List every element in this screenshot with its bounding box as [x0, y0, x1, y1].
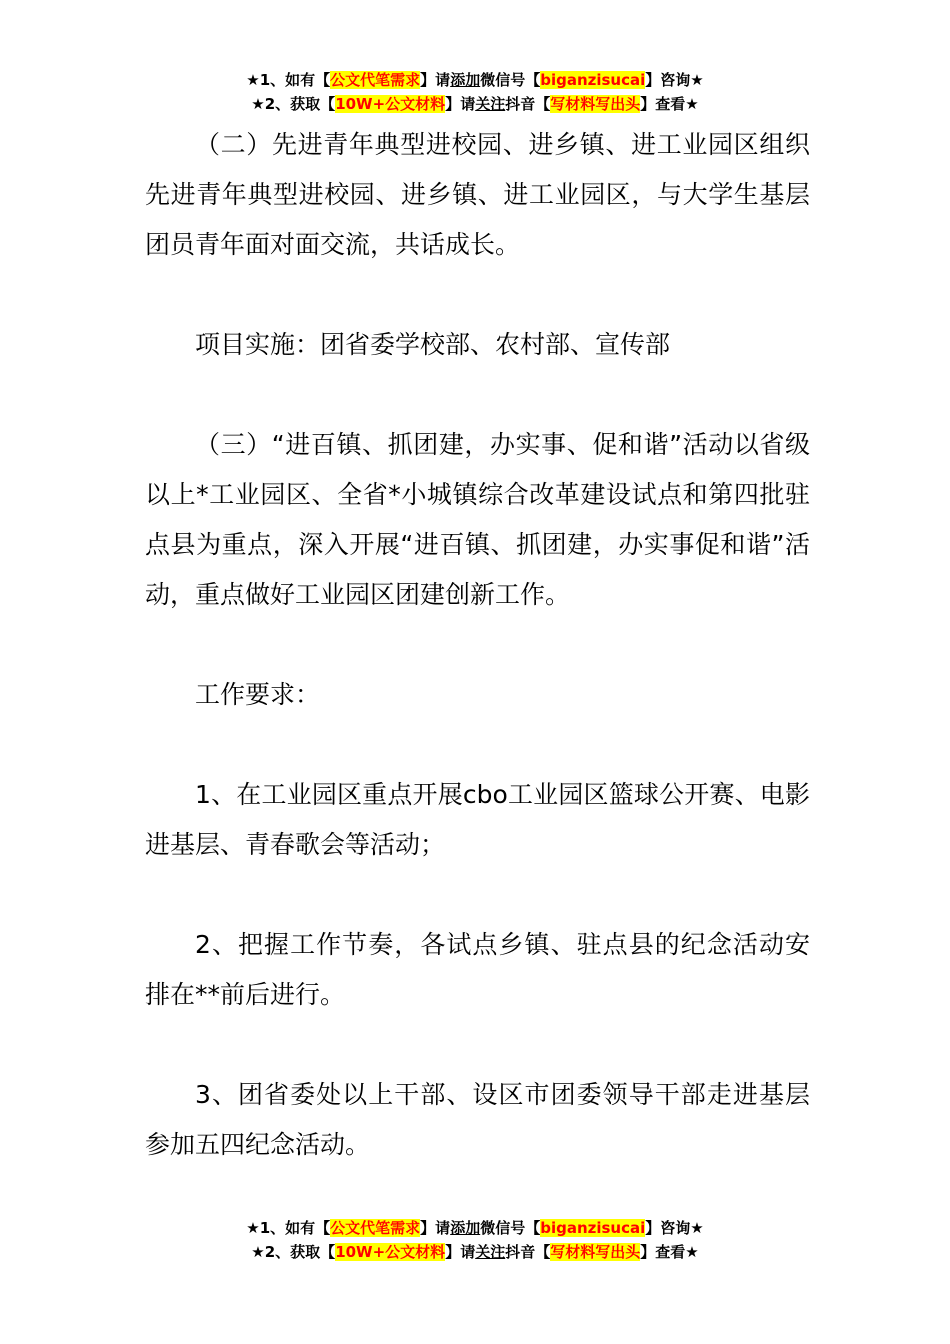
banner-text: 】请 — [445, 1243, 476, 1261]
paragraph-requirement-3: 3、团省委处以上干部、设区市团委领导干部走进基层参加五四纪念活动。 — [145, 1080, 810, 1159]
banner-highlight: biganzisucai — [540, 71, 646, 89]
banner-text: 抖音【 — [505, 1243, 551, 1261]
banner-text: 】咨询★ — [645, 1219, 704, 1237]
banner-text: ★1、如有【 — [246, 1219, 331, 1237]
banner-line-2 — [0, 92, 950, 116]
footer-banner — [0, 1216, 950, 1264]
paragraph-section-two: （二）先进青年典型进校园、进乡镇、进工业园区组织先进青年典型进校园、进乡镇、进工业园区，与大学生基层团员青年面对面交流，共话成长。 — [145, 130, 810, 259]
banner-text: 微信号【 — [480, 71, 541, 89]
banner-line-1 — [0, 68, 950, 92]
banner-highlight: 10W+公文材料 — [335, 1243, 446, 1261]
banner-text: 】查看★ — [640, 1243, 699, 1261]
paragraph-requirement-1: 1、在工业园区重点开展cbo工业园区篮球公开赛、电影进基层、青春歌会等活动； — [145, 780, 810, 859]
banner-text: 】请 — [445, 95, 476, 113]
banner-text: ★2、获取【 — [251, 1243, 336, 1261]
banner-text: 】查看★ — [640, 95, 699, 113]
banner-text: ★1、如有【 — [246, 71, 331, 89]
paragraph-implementation: 项目实施：团省委学校部、农村部、宣传部 — [195, 330, 671, 359]
paragraph-requirement-2: 2、把握工作节奏，各试点乡镇、驻点县的纪念活动安排在**前后进行。 — [145, 930, 810, 1009]
banner-underline: 添加 — [450, 71, 481, 89]
banner-text: ★2、获取【 — [251, 95, 336, 113]
banner-highlight: 公文代笔需求 — [330, 71, 421, 89]
banner-text: 抖音【 — [505, 95, 551, 113]
banner-underline: 添加 — [450, 1219, 481, 1237]
banner-highlight: 写材料写出头 — [550, 1243, 641, 1261]
banner-text: 】请 — [420, 71, 451, 89]
banner-underline: 关注 — [475, 1243, 506, 1261]
banner-line-1 — [0, 1216, 950, 1240]
header-banner — [0, 68, 950, 116]
paragraph-requirements-heading: 工作要求： — [195, 680, 321, 709]
banner-highlight: biganzisucai — [540, 1219, 646, 1237]
paragraph-section-three: （三）“进百镇、抓团建，办实事、促和谐”活动以省级以上*工业园区、全省*小城镇综合改革建设试点和第四批驻点县为重点，深入开展“进百镇、抓团建，办实事促和谐”活动，重点做好工业园区团建创新工作。 — [145, 430, 810, 609]
document-body — [145, 120, 810, 1170]
banner-line-2 — [0, 1240, 950, 1264]
banner-text: 微信号【 — [480, 1219, 541, 1237]
banner-highlight: 写材料写出头 — [550, 95, 641, 113]
banner-text: 】咨询★ — [645, 71, 704, 89]
banner-underline: 关注 — [475, 95, 506, 113]
banner-highlight: 10W+公文材料 — [335, 95, 446, 113]
banner-text: 】请 — [420, 1219, 451, 1237]
banner-highlight: 公文代笔需求 — [330, 1219, 421, 1237]
